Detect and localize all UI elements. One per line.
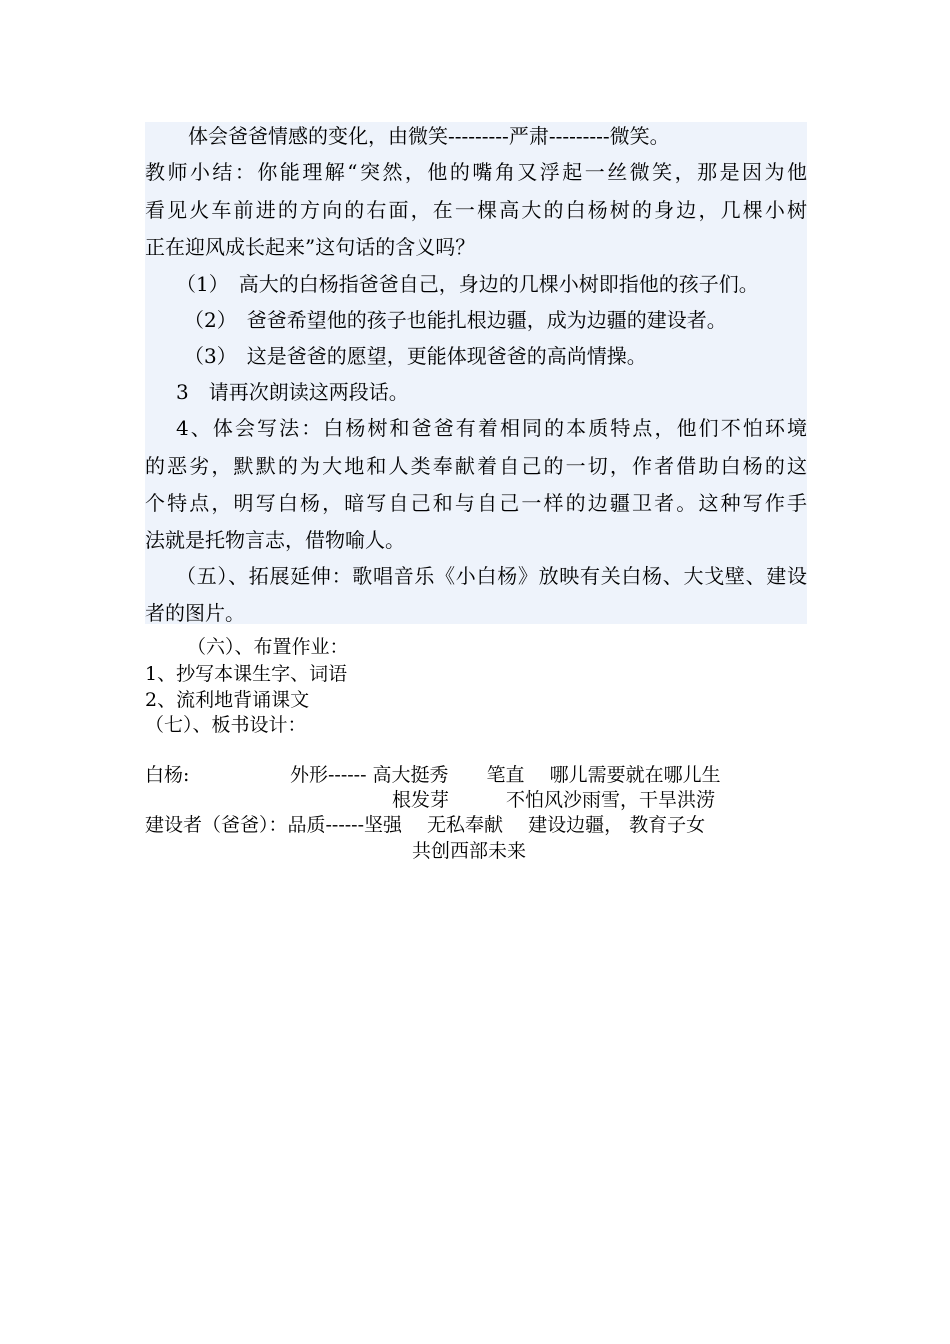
homework-item-2: 2、流利地背诵课文 (145, 689, 310, 711)
paragraph-line-writing-2: 的恶劣，默默的为大地和人类奉献着自己的一切，作者借助白杨的这 (145, 454, 807, 478)
board-row-builder-quality: 建设者（爸爸）：品质------坚强 无私奉献 建设边疆， 教育子女 (145, 814, 706, 836)
paragraph-line-emotion-change: 体会爸爸情感的变化，由微笑---------严肃---------微笑。 (188, 124, 670, 148)
paragraph-line-extension-1: （五）、拓展延伸：歌唱音乐《小白杨》放映有关白杨、大戈壁、建设 (176, 564, 807, 588)
paragraph-line-summary-2: 看见火车前进的方向的右面，在一棵高大的白杨树的身边，几棵小树 (145, 198, 807, 222)
list-item-point-1: （1） 高大的白杨指爸爸自己，身边的几棵小树即指他的孩子们。 (176, 272, 759, 296)
paragraph-line-summary-3: 正在迎风成长起来”这句话的含义吗？ (145, 235, 476, 259)
board-row-appearance: 外形------ 高大挺秀 笔直 哪儿需要就在哪儿生 (290, 764, 721, 786)
paragraph-line-writing-3: 个特点，明写白杨，暗写自己和与自己一样的边疆卫者。这种写作手 (145, 491, 807, 515)
paragraph-line-extension-2: 者的图片。 (145, 601, 245, 625)
board-design-heading: （七）、板书设计： (145, 714, 307, 736)
homework-item-1: 1、抄写本课生字、词语 (145, 663, 348, 685)
paragraph-line-summary-1: 教师小结：你能理解“突然，他的嘴角又浮起一丝微笑，那是因为他 (145, 160, 807, 184)
paragraph-line-writing-4: 法就是托物言志，借物喻人。 (145, 528, 405, 552)
paragraph-line-writing-1: 4、体会写法：白杨树和爸爸有着相同的本质特点，他们不怕环境 (176, 416, 807, 440)
list-item-point-2: （2） 爸爸希望他的孩子也能扎根边疆，成为边疆的建设者。 (184, 308, 727, 332)
paragraph-line-reread: 3 请再次朗读这两段话。 (176, 380, 409, 404)
board-row-west-future: 共创西部未来 (412, 840, 527, 862)
homework-heading: （六）、布置作业： (187, 636, 349, 658)
board-label-poplar: 白杨: (145, 764, 190, 786)
board-row-rooting: 根发芽 不怕风沙雨雪，干旱洪涝 (392, 789, 716, 811)
list-item-point-3: （3） 这是爸爸的愿望，更能体现爸爸的高尚情操。 (184, 344, 647, 368)
